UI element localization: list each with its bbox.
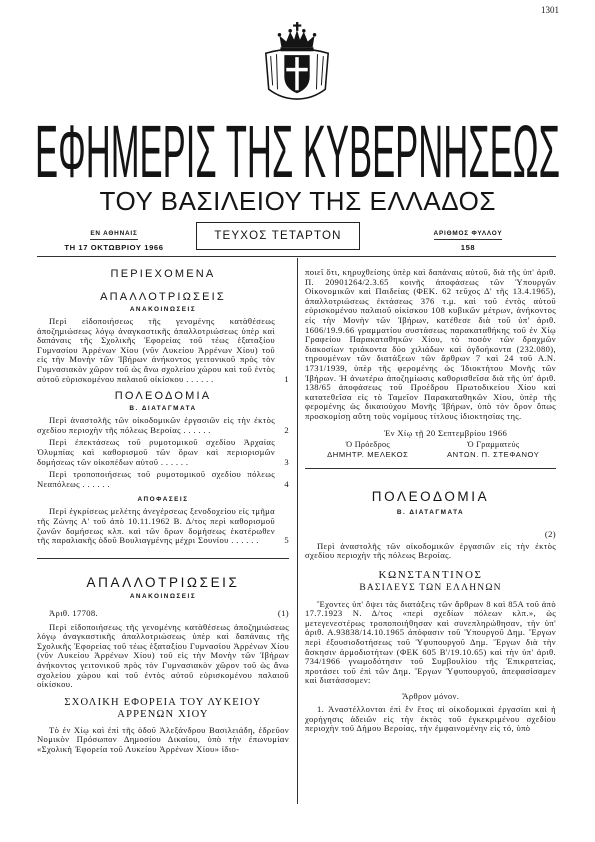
contents-announcements-subheading: ΑΝΑΚΟΙΝΩΣΕΙΣ [129, 306, 197, 313]
toc-item-text: Περὶ εἰδοποιήσεως τῆς γενομένης κατὰθέσεως ἀποζημιώσεως λόγῳ ἀναγκαστικῆς ἀπαλλοτριώσεως ὑπὲρ καὶ δαπάναις τῆς Σχολικῆς Ἐφορείας τοῦ τέως ἑξαταξίου Γυμνασίου Ἀρρένων Χίου (νῦν Λυκείου Ἀρρένων Χίου) τοῦ εἰς τὴν Μονὴν τῶν Ἰβήρων ἀνήκοντος γειτονικοῦ πρὸς τὸν Γυμνασιακὸν χῶρον τοῦ ὡς ἄνω σχολείου χώρου καὶ τοῦ ἐντὸς αὐτοῦ εὑρισκομένου παλαιοῦ οἰκίσκου . . . [37, 316, 275, 384]
contents-decisions-heading: ΑΠΟΦΑΣΕΙΣ [137, 496, 189, 504]
notice-ref-number: Ἀριθ. 17708. [49, 607, 99, 618]
contents-decrees-subheading: Β. ΔΙΑΤΑΓΜΑΤΑ [129, 405, 197, 413]
right-column [305, 262, 556, 734]
notice-sequence: (1) [277, 607, 289, 618]
toc-item-number: 4 [284, 478, 289, 489]
signature-role: Ὁ Γραμματεύς [467, 439, 520, 449]
issue-place: ΕΝ ΑΘΗΝΑΙΣ [90, 230, 137, 240]
article-heading: Ἄρθρον μόνον. [401, 691, 460, 702]
notice-body-start: Τὸ ἐν Χίῳ καὶ ἐπὶ τῆς ὁδοῦ Ἀλεξάνδρου Βασιλειάδη, ἐδρεῦον Νομικὸν Πρόσωπον Δημοσίου Δικαίου, ὑπὸ τὴν ἐπωνυμίαν «Σχολικὴ Ἐφορεία τοῦ Λυκείου Ἀρρένων Χίου» ἰδιο- [37, 724, 289, 755]
signature-president [305, 440, 431, 460]
urban-planning-heading: ΠΟΛΕΟΔΟΜΙΑ [371, 488, 490, 504]
gazette-subtitle [0, 182, 595, 216]
decree-preamble: Ἔχοντες ὑπ' ὄψει τὰς διατάξεις τῶν ἄρθρων 8 καὶ 85Α τοῦ ἀπὸ 17.7.1923 Ν. Δ/τος «περὶ σχεδίων πόλεων κλπ.», ὡς μετεγενεστέρως τροποποιήθησαν καὶ συνεπληρώθησαν, τὴν ὑπ' ἀριθ. Α.93838/14.10.1965 ἀπόφασιν τοῦ Ὑπουργοῦ Δημ. Ἔργων περὶ ἐξουσιοδοτήσεως τοῦ Ὑφυπουργοῦ Δημ. Ἔργων διὰ τὴν ἄσκησιν ἀρμοδιοτήτων (ΦΕΚ 605 Β'/19.10.65) καὶ τὴν ὑπ' ἀριθ. 734/1966 γνωμοδότησιν τοῦ Συμβουλίου τῆς Ἐπικρατείας, προτάσει τοῦ ἐπὶ τῶν Δημ. Ἔργων Ὑφυπουργοῦ, ἀπεφασίσαμεν καὶ διατάσσομεν: [305, 598, 556, 686]
announcements-subheading: ΑΝΑΚΟΙΝΩΣΕΙΣ [129, 592, 197, 600]
column-divider [297, 258, 298, 804]
toc-item [37, 317, 289, 384]
notice-ref-row [37, 608, 289, 618]
issue-date: ΤΗ 17 ΟΚΤΩΒΡΙΟΥ 1966 [64, 243, 164, 252]
notice-place-date: Ἐν Χίῳ τῇ 20 Σεπτεμβρίου 1966 [383, 427, 508, 438]
toc-item-number: 3 [284, 456, 289, 467]
section-rule [37, 558, 289, 559]
contents-urban-planning-heading: ΠΟΛΕΟΔΟΜΙΑ [114, 390, 212, 403]
issue-volume-box: ΤΕΥΧΟΣ ΤΕΤΑΡΤΟΝ [196, 222, 360, 250]
signature-secretary [431, 440, 557, 460]
issuing-authority-line2: ΑΡΡΕΝΩΝ ΧΙΟΥ [117, 708, 209, 720]
sheet-number: 158 [460, 243, 476, 252]
toc-item [37, 470, 289, 489]
toc-item [37, 507, 289, 545]
king-title: ΒΑΣΙΛΕΥΣ ΤΩΝ ΕΛΛΗΝΩΝ [359, 582, 502, 593]
article-text: 1. Ἀναστέλλονται ἐπὶ ἓν ἔτος αἱ οἰκοδομικαὶ ἐργασίαι καὶ ἡ χορήγησις ἀδειῶν εἰς τὴν ἐκτὸς τοῦ ἐγκεκριμένου σχεδίου περιοχὴν τοῦ Δήμου Βεροίας, τὴν ἐμφαινομένην εἰς τό, ὑπὸ [305, 704, 556, 734]
toc-item-text: Περὶ ἀναστολῆς τῶν οἰκοδομικῶν ἐργασιῶν εἰς τὴν ἐκτὸς σχεδίου περιοχὴν τῆς πόλεως Βεροίας . . . [37, 415, 275, 435]
section-rule [305, 468, 556, 469]
toc-item-text: Περὶ ἐπεκτάσεως τοῦ ρυμοτομικοῦ σχεδίου Ἀρχαίας Ὀλυμπίας καὶ καθορισμοῦ τῶν ὅρων καὶ περιορισμῶν δομήσεως τῶν οἰκοπέδων αὐτοῦ . . . [37, 437, 275, 466]
notice-body-continued: ποιεῖ ὅτι, κηρυχθείσης ὑπὲρ καὶ δαπάναις αὐτοῦ, διὰ τῆς ὑπ' ἀριθ. Π. 20901264/2.3.65 κοινῆς ἀποφάσεως τῶν Ὑπουργῶν Οἰκονομικῶν καὶ Παιδείας (ΦΕΚ. 62 τεῦχος Δ' τῆς 13.4.1965), ἀπαλλοτριώσεως ἐκτάσεως 376 τ.μ. καὶ τοῦ ἐντὸς αὐτοῦ εὑρισκομένου παλαιοῦ οἰκίσκου 108 κυβικῶν μέτρων, ἀνήκοντος εἰς τὴν Μονὴν τῶν Ἰβήρων, κατέθεσε διὰ τοῦ ὑπ' ἀριθ. 1606/19.9.66 γραμματίου συστάσεως παρακαταθήκης τοῦ ἐν Χίῳ Γραφείου Παρακαταθηκῶν Χίου, τὸ ποσὸν τῶν δραχμῶν διακοσίων τριάκοντα δύο χιλιάδων καὶ ὀγδοήκοντα (232.080), τηρουμένων τῶν διατάξεων τῶν ἄρθρων 7 καὶ 24 τοῦ Α.Ν. 1731/1939, ὑπὲρ τῆς φερομένης ὡς Ἰδιοκτήτου Μονῆς τῶν Ἰβήρων. Ἡ ἀνωτέρω ἀποζημίωσις καθορισθεῖσα διὰ τῆς ὑπ' ἀριθ. 138/65 ἀποφάσεως τοῦ Προέδρου Πρωτοδικείου Χίου καὶ κατατεθεῖσα εἰς τὸ Ταμεῖον Παρακαταθηκῶν Χίου, ὑπὲρ τῆς φερομένης ὡς δικαιούχου Μονῆς Ἰβήρων, ὑπὸ τὸν ὅρον ὅπως προσκομίσῃ αὕτη τοὺς νομίμους τίτλους ἰδιοκτησίας της. [305, 267, 556, 421]
issuing-authority [37, 697, 289, 721]
sheet-number-block [412, 222, 524, 252]
decree-summary: Περὶ ἀναστολῆς τῶν οἰκοδομικῶν ἐργασιῶν εἰς τὴν ἐκτὸς σχεδίου περιοχὴν τῆς πόλεως Βεροίας. [305, 540, 556, 561]
toc-item-text: Περὶ τροποποιήσεως τοῦ ρυμοτομικοῦ σχεδίου πόλεως Νεαπόλεως . . . [37, 469, 275, 489]
decree-sequence-row [305, 529, 556, 539]
toc-item-number: 2 [284, 424, 289, 435]
gazette-subtitle-text: ΤΟΥ ΒΑΣΙΛΕΙΟΥ ΤΗΣ ΕΛΛΑΔΟΣ [99, 186, 496, 216]
issue-place-date [58, 222, 170, 252]
toc-item-text: Περὶ ἐγκρίσεως μελέτης ἀνεγέρσεως ξενοδοχείου εἰς τμῆμα τῆς Ζώνης Α' τοῦ ἀπὸ 10.11.1962 Β. Δ/τος περὶ καθορισμοῦ ζωνῶν δομήσεως κλπ. καὶ τῶν ὅρων δομήσεως ἑκατέρωθεν τῆς παραλιακῆς ὁδοῦ Βουλιαγμένης μέχρι Σουνίου . . . [37, 506, 275, 545]
toc-item [37, 416, 289, 435]
left-column [37, 262, 289, 755]
issuing-authority-line1: ΣΧΟΛΙΚΗ ΕΦΟΡΕΙΑ ΤΟΥ ΛΥΚΕΙΟΥ [64, 696, 262, 708]
notice-summary: Περὶ εἰδοποιήσεως τῆς γενομένης κατὰθέσεως ἀποζημιώσεως λόγῳ ἀναγκαστικῆς ἀπαλλοτριώσεως ὑπὲρ καὶ δαπάναις τῆς Σχολικῆς Ἐφορείας τοῦ τέως ἑξαταξίου Γυμνασίου Ἀρρένων Χίου (νῦν Λυκείου Ἀρρένων Χίου) τοῦ εἰς τὴν Μονὴν τῶν Ἰβήρων ἀνήκοντος γειτονικοῦ πρὸς τὸν Γυμνασιακὸν χῶρον τοῦ ὡς ἄνω σχολείου χώρου καὶ τοῦ ἐντὸς αὐτοῦ εὑρισκομένου παλαιοῦ οἰκίσκου. [37, 621, 289, 690]
expropriations-heading: ΑΠΑΛΛΟΤΡΙΩΣΕΙΣ [86, 574, 240, 590]
signature-name: ΔΗΜΗΤΡ. ΜΕΛΕΚΟΣ [327, 449, 409, 459]
header-rule [37, 256, 556, 257]
signature-name: ΑΝΤΩΝ. Π. ΣΤΕΦΑΝΟΥ [447, 449, 540, 459]
gazette-title [0, 108, 595, 184]
king-name: ΚΩΝΣΤΑΝΤΙΝΟΣ [378, 568, 483, 581]
decree-sequence: (2) [544, 528, 556, 539]
toc-item [37, 438, 289, 467]
contents-expropriations-heading: ΑΠΑΛΛΟΤΡΙΩΣΕΙΣ [100, 291, 226, 303]
sheet-number-label: ΑΡΙΘΜΟΣ ΦΥΛΛΟΥ [434, 230, 503, 240]
toc-item-number: 5 [284, 535, 289, 546]
decrees-subheading: Β. ΔΙΑΤΑΓΜΑΤΑ [396, 508, 465, 516]
coat-of-arms-icon [258, 20, 336, 104]
contents-heading: ΠΕΡΙΕΧΟΜΕΝΑ [110, 268, 216, 280]
gazette-title-text: ΕΦΗΜΕΡΙΣ ΤΗΣ ΚΥΒΕΡΝΗΣΕΩΣ [35, 110, 560, 184]
toc-item-number: 1 [284, 373, 289, 384]
signature-role: Ὁ Πρόεδρος [345, 439, 390, 449]
page-number: 1301 [541, 5, 559, 15]
signatures [305, 440, 556, 460]
